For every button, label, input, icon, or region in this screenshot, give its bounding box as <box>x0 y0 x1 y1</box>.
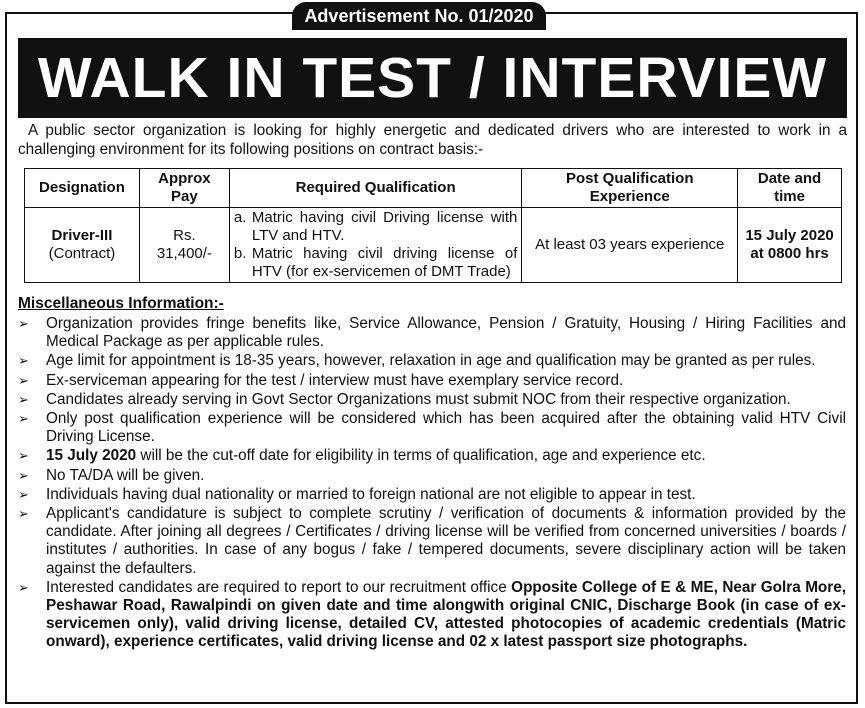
arrow-bullet-icon: ➢ <box>18 353 29 369</box>
bullet-text: Organization provides fringe benefits like, Service Allowance, Pension / Gratuity, Housing / Hiring Facilities and Medical Package as per applicable rules. <box>46 315 846 351</box>
report-text: Interested candidates are required to report to our recruitment office <box>46 578 512 596</box>
bullet-text: Candidates already serving in Govt Sector Organizations must submit NOC from their respective organization. <box>46 390 791 408</box>
arrow-bullet-icon: ➢ <box>18 372 29 388</box>
arrow-bullet-icon: ➢ <box>18 579 29 595</box>
advertisement-number: Advertisement No. 01/2020 <box>292 2 546 30</box>
bullet-text: Applicant's candidature is subject to complete scrutiny / verification of documents & information provided by the candidate. After joining all degrees / Certificates / driving license will be verified from concerned universities / boards / institutes / authorities. In case of any bogus / fake / tempered documents, severe disciplinary action will be taken against the defaulters. <box>46 505 846 577</box>
header-pay: Approx Pay <box>139 169 229 208</box>
header-datetime: Date and time <box>738 169 842 208</box>
table-header-row <box>25 169 842 208</box>
qualification-letter: a. <box>233 209 247 226</box>
cutoff-date: 15 July 2020 <box>46 447 137 465</box>
designation-contract: (Contract) <box>48 245 116 262</box>
list-item <box>18 467 846 485</box>
bullet-text: Individuals having dual nationality or married to foreign national are not eligible to appear in test. <box>46 485 696 503</box>
list-item <box>18 505 846 578</box>
list-item <box>18 315 846 351</box>
arrow-bullet-icon: ➢ <box>18 448 29 464</box>
headline-banner: WALK IN TEST / INTERVIEW <box>18 38 847 118</box>
qualification-item <box>234 245 518 281</box>
misc-list <box>18 315 846 653</box>
bullet-text: Ex-serviceman appearing for the test / interview must have exemplary service record. <box>46 371 624 389</box>
cell-qualification <box>229 208 522 283</box>
list-item <box>18 579 846 652</box>
cell-experience: At least 03 years experience <box>522 208 738 283</box>
list-item <box>18 486 846 504</box>
header-designation: Designation <box>25 169 140 208</box>
arrow-bullet-icon: ➢ <box>18 316 29 331</box>
bullet-text: Age limit for appointment is 18-35 years, however, relaxation in age and qualification may be granted as per rules. <box>46 352 816 370</box>
positions-table <box>24 168 842 283</box>
bullet-text: No TA/DA will be given. <box>46 466 205 484</box>
arrow-bullet-icon: ➢ <box>18 467 29 483</box>
test-date: 15 July 2020 <box>745 227 834 244</box>
arrow-bullet-icon: ➢ <box>18 411 29 427</box>
qualification-letter: b. <box>233 245 247 262</box>
qualification-item <box>234 209 518 245</box>
arrow-bullet-icon: ➢ <box>18 486 29 502</box>
cell-designation <box>25 208 140 283</box>
list-item <box>18 410 846 446</box>
cell-pay: Rs. 31,400/- <box>139 208 229 283</box>
bullet-text: Only post qualification experience will be considered which has been acquired after the obtaining valid HTV Civil Driving License. <box>46 410 846 446</box>
qualification-text: Matric having civil driving license of HTV (for ex-servicemen of DMT Trade) <box>251 245 518 280</box>
misc-heading: Miscellaneous Information:- <box>18 295 224 312</box>
list-item <box>18 352 846 370</box>
bullet-text <box>46 447 846 465</box>
arrow-bullet-icon: ➢ <box>18 506 29 522</box>
cutoff-text: will be the cut-off date for eligibility in terms of qualification, age and experience etc. <box>136 447 706 465</box>
intro-paragraph: A public sector organization is looking for highly energetic and dedicated drivers who are interested to work in a challenging environment for its following positions on contract basis:- <box>18 122 847 158</box>
cell-datetime <box>738 208 842 283</box>
table-row <box>25 208 842 283</box>
header-experience: Post Qualification Experience <box>522 169 738 208</box>
header-qualification: Required Qualification <box>229 169 522 208</box>
list-item <box>18 372 846 390</box>
designation-title: Driver-III <box>51 227 113 244</box>
arrow-bullet-icon: ➢ <box>18 391 29 407</box>
list-item <box>18 391 846 409</box>
test-time: at 0800 hrs <box>750 245 829 262</box>
report-address: Opposite College of E & ME, Near Golra More, Peshawar Road, Rawalpindi on given date and time alongwith original CNIC, Discharge Book (in case of ex-servicemen only), valid driving license, detailed CV, attested photocopies of academic credentials (Matric onward), experience certificates, valid driving license and 02 x latest passport size photographs. <box>46 578 846 651</box>
qualification-text: Matric having civil Driving license with LTV and HTV. <box>251 209 518 244</box>
list-item <box>18 447 846 465</box>
bullet-text <box>46 579 846 652</box>
